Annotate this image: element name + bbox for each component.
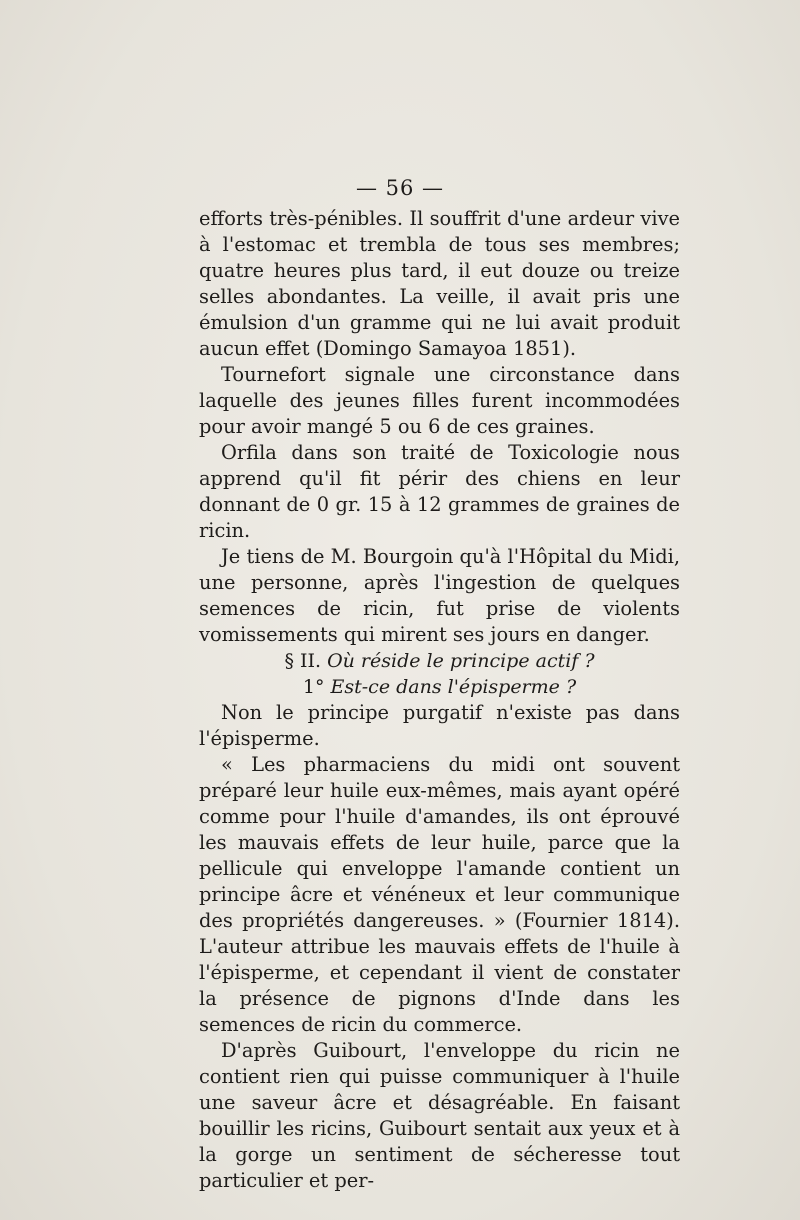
paragraph: D'après Guibourt, l'enveloppe du ricin ne contient rien qui puisse communiquer à l'huile une saveur âcre et désagréable. En faisant bouillir les ricins, Guibourt sentait aux yeux et à la gorge un sentiment de sécheresse tout particulier et per- bbox=[199, 1039, 680, 1192]
paragraph: « Les pharmaciens du midi ont souvent préparé leur huile eux-mêmes, mais ayant opéré comme pour l'huile d'amandes, ils ont éprouvé les mauvais effets de leur huile, parce que la pellicule qui enveloppe l'amande contient un principe âcre et vénéneux et leur communique des propriétés dangereuses. » (Fournier 1814). L'auteur attribue les mauvais effets de l'huile à l'épisperme, et cependant il vient de constater la présence de pignons d'Inde dans les semences de ricin du commerce. bbox=[199, 753, 680, 1036]
section-title: Où réside le principe actif ? bbox=[327, 650, 595, 672]
section-number: § II. bbox=[284, 650, 322, 672]
paragraph: Orfila dans son traité de Toxicologie nous apprend qu'il fit périr des chiens en leur donnant de 0 gr. 15 à 12 grammes de graines de ricin. bbox=[199, 441, 680, 542]
section-heading bbox=[199, 648, 680, 674]
subsection-number: 1° bbox=[302, 676, 325, 698]
paragraph: Non le principe purgatif n'existe pas dans l'épisperme. bbox=[199, 701, 680, 750]
body-text bbox=[199, 206, 680, 1194]
paragraph: Je tiens de M. Bourgoin qu'à l'Hôpital du Midi, une personne, après l'ingestion de quelques semences de ricin, fut prise de violents vomissements qui mirent ses jours en danger. bbox=[199, 545, 680, 646]
page-number: — 56 — bbox=[355, 176, 445, 200]
paragraph: Tournefort signale une circonstance dans laquelle des jeunes filles furent incommodées pour avoir mangé 5 ou 6 de ces graines. bbox=[199, 363, 680, 438]
paragraph: efforts très-pénibles. Il souffrit d'une ardeur vive à l'estomac et trembla de tous ses membres; quatre heures plus tard, il eut douze ou treize selles abondantes. La veille, il avait pris une émulsion d'un gramme qui ne lui avait produit aucun effet (Domingo Samayoa 1851). bbox=[199, 207, 680, 360]
subsection-heading bbox=[199, 674, 680, 700]
subsection-title: Est-ce dans l'épisperme ? bbox=[330, 676, 577, 698]
